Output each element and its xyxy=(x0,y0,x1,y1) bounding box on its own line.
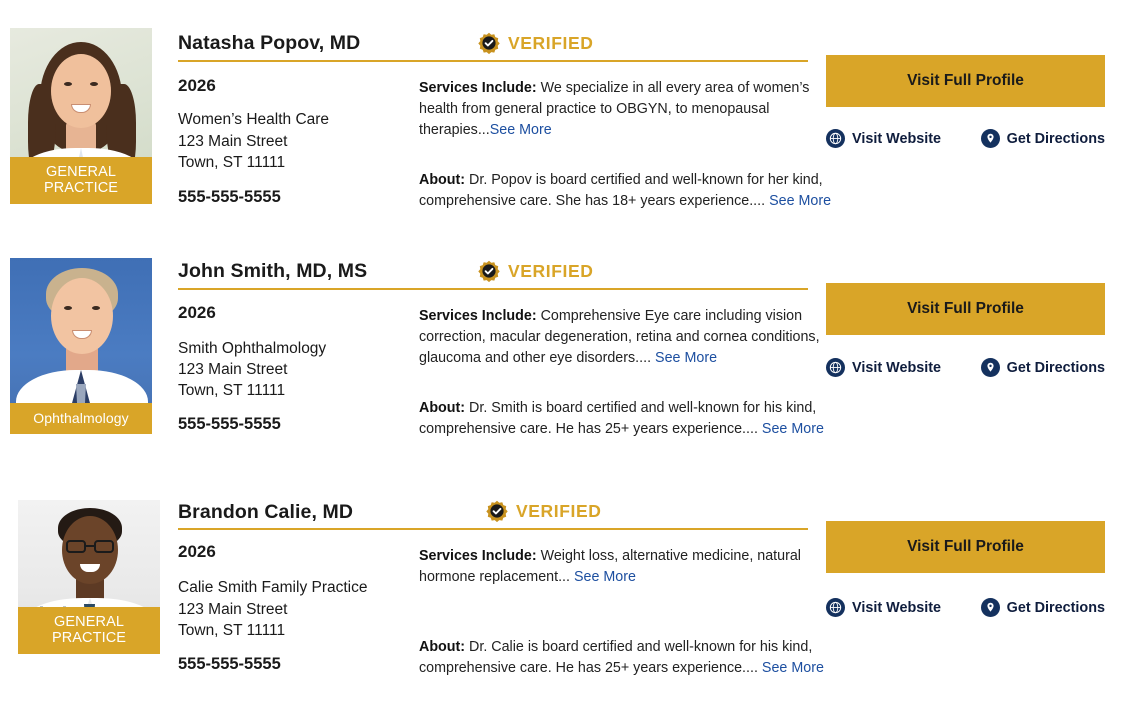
listing-year: 2026 xyxy=(178,542,216,561)
verified-badge xyxy=(478,32,594,54)
get-directions-link[interactable] xyxy=(981,358,1105,377)
street-address: 123 Main Street xyxy=(178,133,288,150)
visit-full-profile-button[interactable]: Visit Full Profile xyxy=(826,283,1105,335)
photo-face xyxy=(51,54,111,128)
category-badge: GENERAL PRACTICE xyxy=(18,607,160,654)
photo-eye-left xyxy=(64,82,72,86)
about-see-more[interactable]: See More xyxy=(769,193,832,209)
about-label: About: xyxy=(419,172,466,188)
photo-glasses-bridge xyxy=(86,545,94,547)
listing-year: 2026 xyxy=(178,76,216,95)
globe-icon xyxy=(826,358,845,377)
city-state-zip: Town, ST 11111 xyxy=(178,154,286,171)
photo-eye-left xyxy=(64,306,72,310)
photo-face xyxy=(51,278,113,354)
visit-full-profile-button[interactable]: Visit Full Profile xyxy=(826,521,1105,573)
services-block xyxy=(419,546,849,588)
phone-number: 555-555-5555 xyxy=(178,415,281,433)
map-pin-icon xyxy=(981,129,1000,148)
verified-badge xyxy=(486,500,602,522)
doctor-listing xyxy=(0,0,1139,238)
photo-glasses-left xyxy=(66,540,86,553)
doctor-listing xyxy=(0,478,1139,705)
visit-website-link[interactable] xyxy=(826,129,941,148)
street-address: 123 Main Street xyxy=(178,361,288,378)
listing-links xyxy=(826,598,1105,617)
get-directions-label: Get Directions xyxy=(1006,130,1105,147)
verified-seal-icon xyxy=(478,32,500,54)
about-block xyxy=(419,170,849,212)
practice-name: Women’s Health Care xyxy=(178,111,330,128)
photo-eye-right xyxy=(90,82,98,86)
services-text: Comprehensive Eye care including vision correction, macular degeneration, retina and cornea conditions, glaucoma and other eye disorders.... xyxy=(419,308,820,366)
city-state-zip: Town, ST 11111 xyxy=(178,622,286,639)
visit-full-profile-button[interactable]: Visit Full Profile xyxy=(826,55,1105,107)
category-badge: GENERAL PRACTICE xyxy=(10,157,152,204)
doctor-name: John Smith, MD, MS xyxy=(178,260,368,282)
doctor-photo xyxy=(10,28,152,204)
about-label: About: xyxy=(419,639,466,655)
doctor-listing xyxy=(0,238,1139,478)
about-block xyxy=(419,637,849,679)
doctor-name: Natasha Popov, MD xyxy=(178,32,361,54)
verified-badge xyxy=(478,260,594,282)
services-text: We specialize in all every area of women’s health from general practice to OBGYN, to menopausal therapies... xyxy=(419,80,810,138)
verified-label: VERIFIED xyxy=(516,500,602,521)
phone-number: 555-555-5555 xyxy=(178,655,281,673)
services-block xyxy=(419,306,849,369)
listing-links xyxy=(826,129,1105,148)
verified-seal-icon xyxy=(478,260,500,282)
visit-website-label: Visit Website xyxy=(852,599,942,616)
globe-icon xyxy=(826,598,845,617)
services-label: Services Include: xyxy=(419,308,537,324)
verified-label: VERIFIED xyxy=(508,32,594,53)
practice-name: Smith Ophthalmology xyxy=(178,340,327,357)
map-pin-icon xyxy=(981,598,1000,617)
practice-name: Calie Smith Family Practice xyxy=(178,579,368,596)
street-address: 123 Main Street xyxy=(178,601,288,618)
services-see-more[interactable]: See More xyxy=(489,122,552,138)
about-text: Dr. Calie is board certified and well-known for his kind, comprehensive care. He has 25+ years experience.... xyxy=(419,639,813,676)
visit-website-label: Visit Website xyxy=(852,359,942,376)
get-directions-label: Get Directions xyxy=(1006,359,1105,376)
category-badge: Ophthalmology xyxy=(10,403,152,434)
visit-website-link[interactable] xyxy=(826,358,941,377)
divider xyxy=(178,528,808,530)
get-directions-label: Get Directions xyxy=(1006,599,1105,616)
get-directions-link[interactable] xyxy=(981,598,1105,617)
doctor-photo xyxy=(10,258,152,434)
services-see-more[interactable]: See More xyxy=(573,569,636,585)
services-label: Services Include: xyxy=(419,80,537,96)
services-block xyxy=(419,78,849,141)
map-pin-icon xyxy=(981,358,1000,377)
photo-eye-right xyxy=(92,306,100,310)
globe-icon xyxy=(826,129,845,148)
photo-glasses-right xyxy=(94,540,114,553)
about-see-more[interactable]: See More xyxy=(761,421,824,437)
services-text: Weight loss, alternative medicine, natural hormone replacement... xyxy=(419,548,801,585)
visit-website-link[interactable] xyxy=(826,598,941,617)
listing-links xyxy=(826,358,1105,377)
doctor-photo xyxy=(18,500,160,654)
listing-year: 2026 xyxy=(178,303,216,322)
services-see-more[interactable]: See More xyxy=(655,350,718,366)
services-label: Services Include: xyxy=(419,548,537,564)
about-label: About: xyxy=(419,400,466,416)
about-text: Dr. Smith is board certified and well-known for his kind, comprehensive care. He has 25+ years experience.... xyxy=(419,400,817,437)
divider xyxy=(178,288,808,290)
verified-seal-icon xyxy=(486,500,508,522)
get-directions-link[interactable] xyxy=(981,129,1105,148)
about-block xyxy=(419,398,849,440)
city-state-zip: Town, ST 11111 xyxy=(178,382,286,399)
divider xyxy=(178,60,808,62)
phone-number: 555-555-5555 xyxy=(178,188,281,206)
verified-label: VERIFIED xyxy=(508,260,594,281)
doctor-name: Brandon Calie, MD xyxy=(178,501,354,523)
about-see-more[interactable]: See More xyxy=(761,660,824,676)
about-text: Dr. Popov is board certified and well-known for her kind, comprehensive care. She has 18+ years experience.... xyxy=(419,172,823,209)
visit-website-label: Visit Website xyxy=(852,130,942,147)
